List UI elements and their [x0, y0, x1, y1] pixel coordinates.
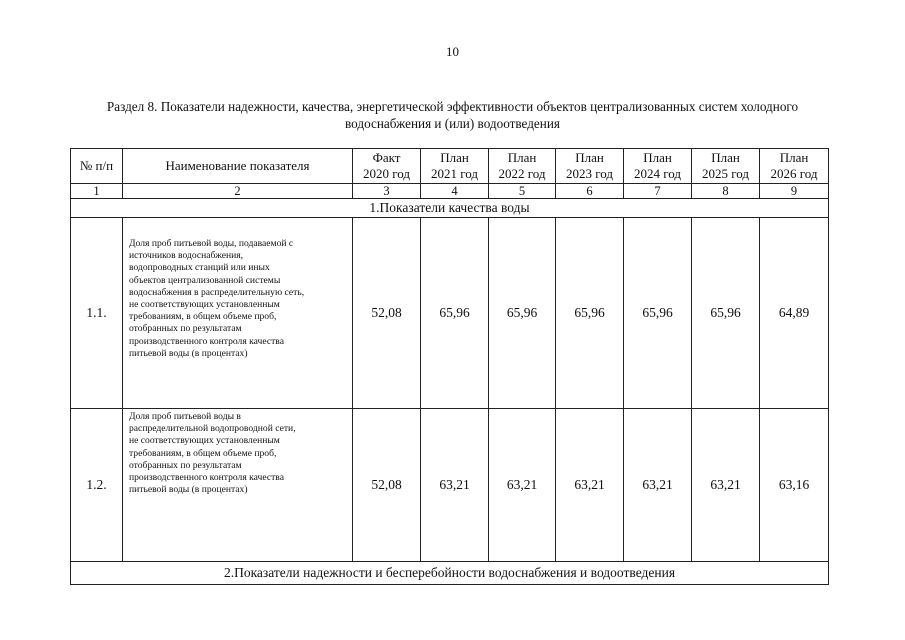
indicator-name-line: производственного контроля качества	[129, 472, 284, 484]
value-2024: 65,96	[624, 218, 692, 409]
column-number: 3	[353, 184, 421, 199]
header-name: Наименование показателя	[123, 149, 353, 184]
section-1-title: 1.Показатели качества воды	[71, 199, 829, 218]
value-2026: 63,16	[760, 409, 829, 562]
column-number: 1	[71, 184, 123, 199]
header-year: 2021 год	[431, 166, 478, 181]
indicator-name-line: не соответствующих установленным	[129, 299, 280, 311]
header-kind: План	[575, 150, 604, 165]
header-kind: План	[711, 150, 740, 165]
section-heading-line-1: Раздел 8. Показатели надежности, качества, энергетической эффективности объектов централизованных систем холодного	[106, 99, 799, 114]
header-row	[71, 149, 829, 184]
header-year: 2026 год	[770, 166, 818, 181]
indicator-name-line: питьевой воды (в процентах)	[129, 484, 248, 496]
row-number: 1.2.	[71, 409, 123, 562]
header-year: 2022 год	[498, 166, 546, 181]
indicators-table	[70, 148, 829, 585]
header-year: 2025 год	[702, 166, 749, 181]
column-number: 8	[692, 184, 760, 199]
indicator-name-line: отобранных по результатам	[129, 323, 242, 335]
header-kind: План	[643, 150, 672, 165]
indicator-name-line: источников водоснабжения,	[129, 250, 244, 262]
column-number-row	[71, 184, 829, 199]
indicator-name	[123, 409, 353, 562]
value-2021: 65,96	[421, 218, 489, 409]
column-number: 7	[624, 184, 692, 199]
indicator-name-line: объектов централизованной системы	[129, 274, 281, 286]
header-year-2020	[353, 149, 421, 184]
table-row	[71, 218, 829, 409]
value-2022: 65,96	[489, 218, 556, 409]
header-kind: План	[779, 150, 809, 165]
header-year: 2020 год	[363, 166, 410, 181]
value-2020: 52,08	[353, 409, 421, 562]
header-num: № п/п	[71, 149, 123, 184]
column-number: 6	[556, 184, 624, 199]
section-heading-line-2: водоснабжения и (или) водоотведения	[345, 116, 560, 131]
section-2-row	[71, 562, 829, 585]
value-2026: 64,89	[760, 218, 829, 409]
indicator-name-line: Доля проб питьевой воды, подаваемой с	[129, 238, 294, 249]
page-number: 10	[446, 44, 459, 59]
value-2022: 63,21	[489, 409, 556, 562]
indicator-name-line: распределительной водопроводной сети,	[129, 423, 296, 435]
header-year-2022	[489, 149, 556, 184]
header-kind: План	[507, 150, 537, 165]
header-year-2023	[556, 149, 624, 184]
column-number: 5	[489, 184, 556, 199]
column-number: 4	[421, 184, 489, 199]
value-2021: 63,21	[421, 409, 489, 562]
table-row	[71, 409, 829, 562]
value-2023: 65,96	[556, 218, 624, 409]
indicator-name-line: требованиям, в общем объеме проб,	[129, 447, 277, 459]
row-number: 1.1.	[71, 218, 123, 409]
section-heading	[40, 98, 865, 132]
section-1-row	[71, 199, 829, 218]
indicator-name-line: Доля проб питьевой воды в	[129, 411, 241, 422]
header-kind: План	[440, 150, 469, 165]
column-number: 2	[123, 184, 353, 199]
value-2025: 65,96	[692, 218, 760, 409]
header-year: 2024 год	[634, 166, 681, 181]
indicator-name-line: требованиям, в общем объеме проб,	[129, 311, 277, 323]
header-year-2025	[692, 149, 760, 184]
value-2024: 63,21	[624, 409, 692, 562]
section-2-title: 2.Показатели надежности и бесперебойности водоснабжения и водоотведения	[71, 562, 829, 585]
value-2025: 63,21	[692, 409, 760, 562]
indicator-name-line: не соответствующих установленным	[129, 435, 280, 447]
header-year-2024	[624, 149, 692, 184]
indicator-name	[123, 218, 353, 409]
header-kind: Факт	[372, 150, 401, 165]
indicator-name-line: питьевой воды (в процентах)	[129, 347, 248, 359]
indicator-name-line: отобранных по результатам	[129, 459, 242, 471]
value-2023: 63,21	[556, 409, 624, 562]
indicator-name-line: водопроводных станций или иных	[129, 262, 270, 274]
header-year: 2023 год	[566, 166, 613, 181]
header-year-2026	[760, 149, 829, 184]
header-year-2021	[421, 149, 489, 184]
column-number: 9	[760, 184, 829, 199]
value-2020: 52,08	[353, 218, 421, 409]
indicator-name-line: водоснабжения в распределительную сеть,	[129, 286, 305, 298]
indicator-name-line: производственного контроля качества	[129, 335, 284, 347]
